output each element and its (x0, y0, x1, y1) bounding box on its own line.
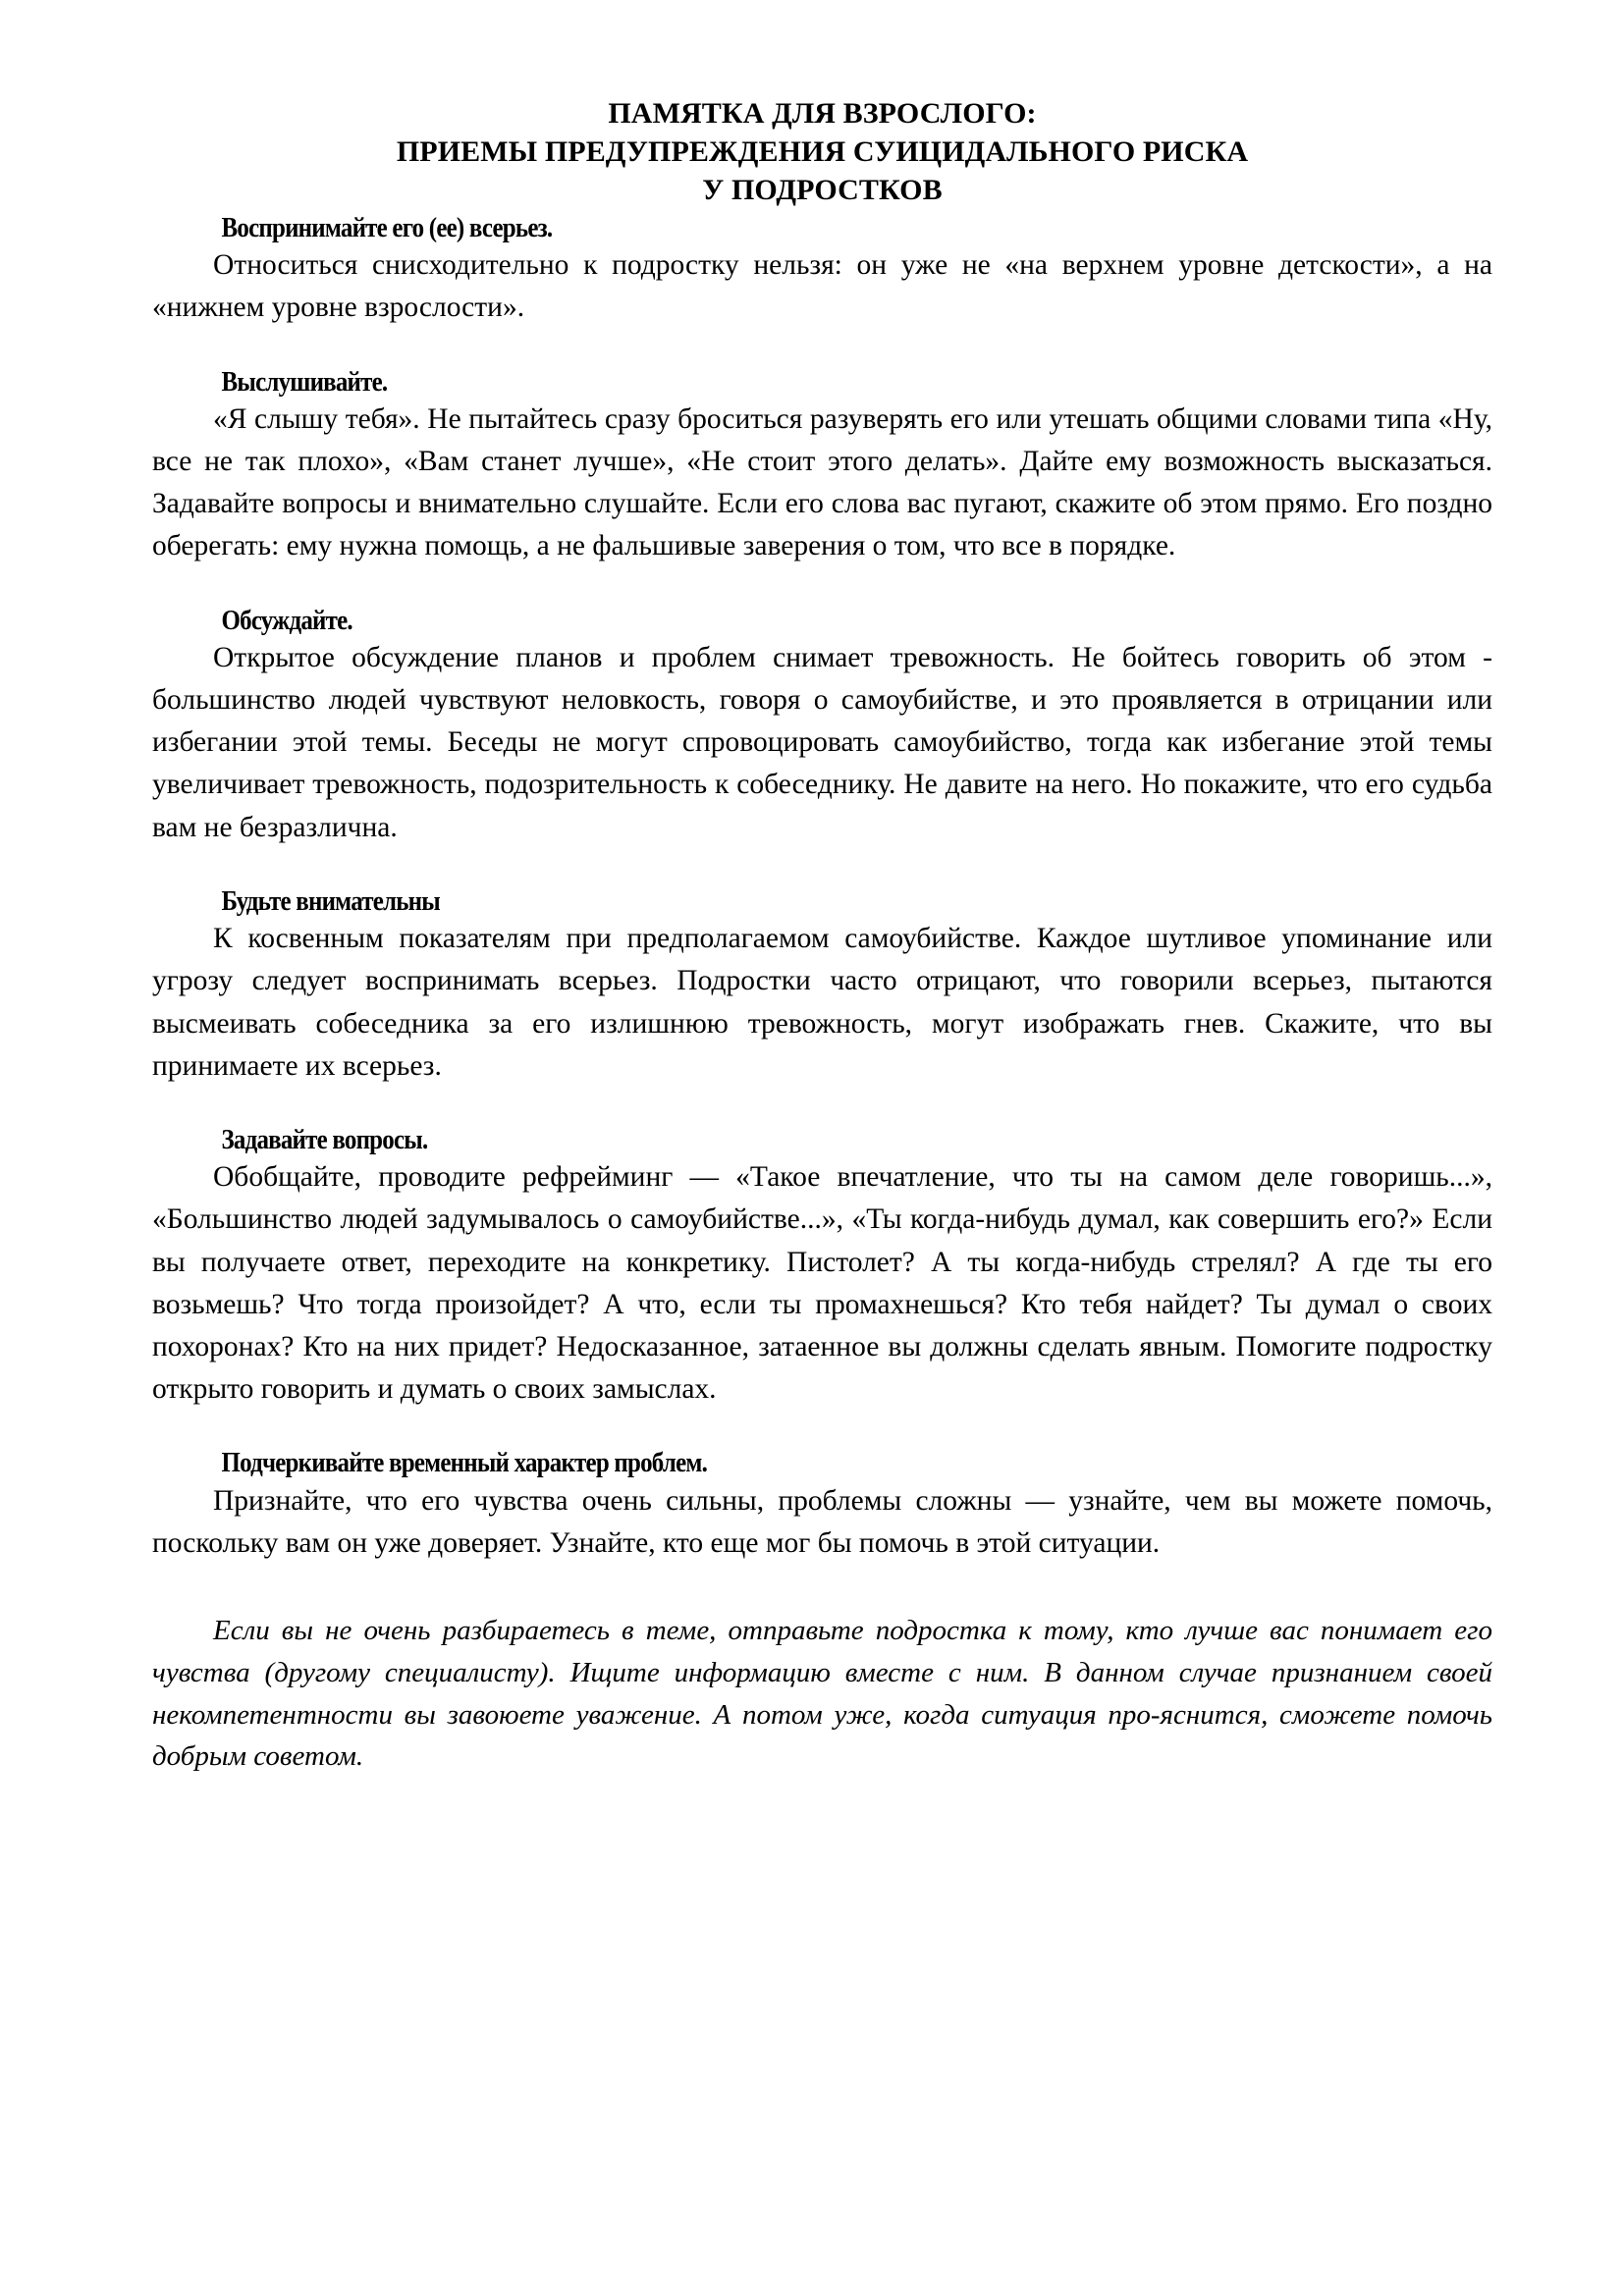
section-spacer (152, 1411, 1492, 1446)
document-body (152, 94, 1492, 1778)
section-vyslushivayte (152, 365, 1492, 568)
section-spacer (152, 1088, 1492, 1123)
section-paragraph: К косвенным показателям при предполагаемом самоубийстве. Каждое шутливое упоминание или угрозу следует воспринимать всерьез. Подростки часто отрицают, что говорили всерьез, пытаются высмеивать собеседника за его излишнюю тревожность, могут изображать гнев. Скажите, что вы принимаете их всерьез. (152, 923, 1492, 1082)
section-heading: Обсуждайте. (221, 604, 352, 636)
section-heading: Воспринимайте его (ее) всерьез. (221, 212, 553, 243)
section-vosprinimayte (152, 211, 1492, 330)
section-spacer (152, 568, 1492, 604)
section-podcherkivayte (152, 1446, 1492, 1565)
section-spacer (152, 849, 1492, 884)
section-heading: Будьте внимательны (221, 884, 440, 917)
section-spacer (152, 330, 1492, 365)
section-paragraph: Обобщайте, проводите рефрейминг — «Такое впечатление, что ты на самом деле говоришь...», «Большинство людей задумывалось о самоубийстве...», «Ты когда-нибудь думал, как совершить его?» Если вы получаете ответ, переходите на конкретику. Пистолет? А ты когда-нибудь стрелял? А где ты его возьмешь? Что тогда произойдет? А что, если ты промахнешься? Кто тебя найдет? Ты думал о своих похоронах? Кто на них придет? Недосказанное, затаенное вы должны сделать явным. Помогите подростку открыто говорить и думать о своих замыслах. (152, 1161, 1492, 1406)
title-line-3: У ПОДРОСТКОВ (702, 174, 943, 206)
closing-note: Если вы не очень разбираетесь в теме, отправьте подростка к тому, кто лучше вас понимает его чувства (другому специалисту). Ищите информацию вместе с ним. В данном случае признанием своей некомпетентности вы завоюете уважение. А потом уже, когда ситуация про-яснится, сможете помочь добрым советом. (152, 1614, 1492, 1773)
section-zadavayte-voprosy (152, 1123, 1492, 1411)
page-title (152, 94, 1492, 209)
section-heading: Выслушивайте. (221, 365, 388, 398)
title-line-1: ПАМЯТКА ДЛЯ ВЗРОСЛОГО: (608, 97, 1037, 130)
section-heading: Задавайте вопросы. (221, 1123, 428, 1155)
section-paragraph: Признайте, что его чувства очень сильны, проблемы сложны — узнайте, чем вы можете помочь, поскольку вам он уже доверяет. Узнайте, кто еще мог бы помочь в этой ситуации. (152, 1484, 1492, 1559)
section-paragraph: Открытое обсуждение планов и проблем снимает тревожность. Не бойтесь говорить об этом - большинство людей чувствуют неловкость, говоря о самоубийстве, и это проявляется в отрицании или избегании этой темы. Беседы не могут спровоцировать самоубийство, тогда как избегание этой темы увеличивает тревожность, подозрительность к собеседнику. Не давите на него. Но покажите, что его судьба вам не безразлична. (152, 641, 1492, 843)
section-paragraph: «Я слышу тебя». Не пытайтесь сразу броситься разуверять его или утешать общими словами типа «Ну, все не так плохо», «Вам станет лучше», «Не стоит этого делать». Дайте ему возможность высказаться. Задавайте вопросы и внимательно слушайте. Если его слова вас пугают, скажите об этом прямо. Его поздно оберегать: ему нужна помощь, а не фальшивые заверения о том, что все в порядке. (152, 402, 1492, 562)
section-paragraph: Относиться снисходительно к подростку нельзя: он уже не «на верхнем уровне детскости», а на «нижнем уровне взрослости». (152, 249, 1492, 324)
section-heading: Подчеркивайте временный характер проблем. (221, 1447, 708, 1479)
title-line-2: ПРИЕМЫ ПРЕДУПРЕЖДЕНИЯ СУИЦИДАЛЬНОГО РИСКА (396, 135, 1249, 168)
section-budte-vnimatelny (152, 884, 1492, 1088)
section-obsuzhdayte (152, 604, 1492, 849)
closing-spacer (152, 1565, 1492, 1610)
